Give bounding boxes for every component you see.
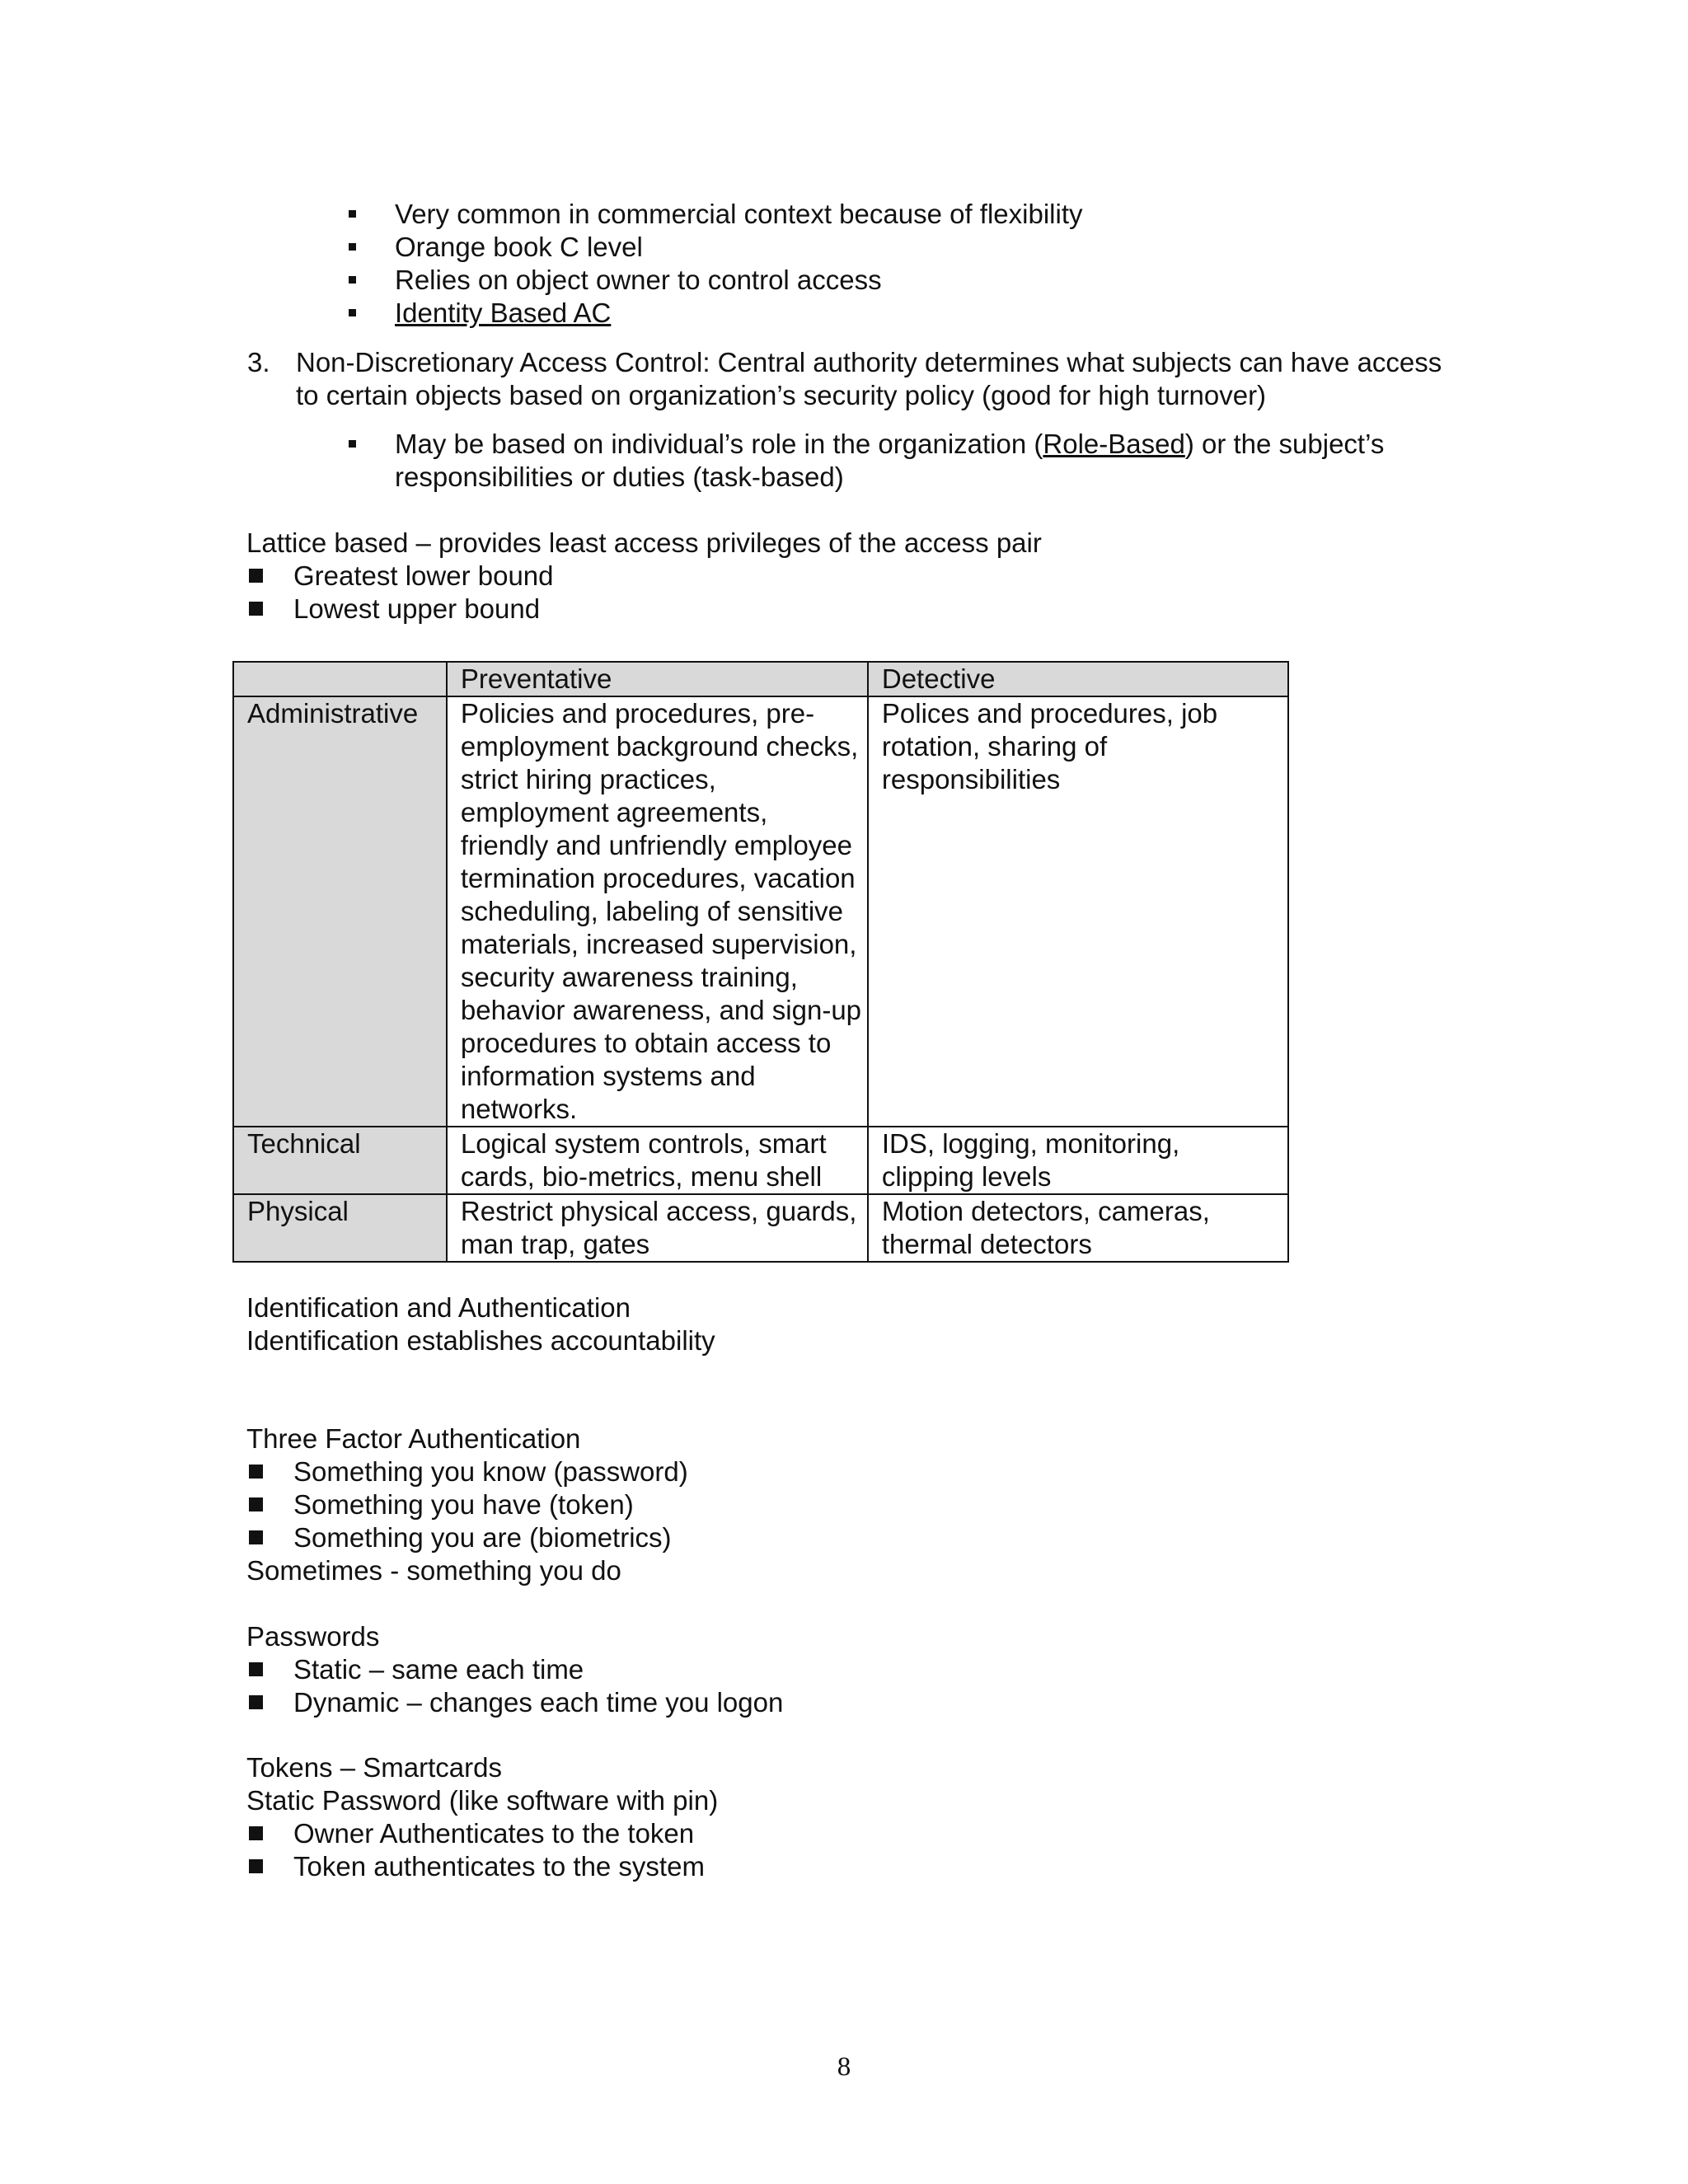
three-factor-item: Something you are (biometrics) <box>293 1522 672 1553</box>
cell-line: materials, increased supervision, <box>460 929 857 959</box>
row-label-cell: Physical <box>233 1194 447 1262</box>
cell-line: Policies and procedures, pre- <box>460 698 815 729</box>
sub-bullet-part2: ) or the subject’s <box>1184 429 1385 459</box>
cell-line: friendly and unfriendly employee <box>460 830 853 860</box>
preventative-cell <box>447 1194 868 1262</box>
item3-line1: Non-Discretionary Access Control: Central authority determines what subjects can have access <box>296 347 1442 377</box>
passwords-item: Static – same each time <box>293 1654 584 1685</box>
identity-based-ac-link: Identity Based AC <box>395 298 612 328</box>
three-factor-item: Something you know (password) <box>293 1456 688 1487</box>
row-label-cell: Technical <box>233 1127 447 1194</box>
bullet-square-icon <box>349 243 356 251</box>
bullet-square-icon <box>249 602 263 616</box>
cell-line: rotation, sharing of <box>881 731 1108 762</box>
cell-line: Polices and procedures, job <box>881 698 1218 729</box>
item3-sub-bullet-line2: responsibilities or duties (task-based) <box>395 462 844 492</box>
bullet-square-icon <box>349 309 356 316</box>
list-number: 3. <box>247 347 270 377</box>
detective-cell <box>868 1127 1288 1194</box>
passwords-item: Dynamic – changes each time you logon <box>293 1687 784 1718</box>
cell-line: behavior awareness, and sign-up <box>460 995 862 1025</box>
table-header-cell: Detective <box>868 662 1288 696</box>
bullet-square-icon <box>249 1530 263 1544</box>
table-header-cell <box>233 662 447 696</box>
table-row <box>233 696 1288 1127</box>
table-header-row <box>233 662 1288 696</box>
item3-sub-bullet <box>395 428 1384 461</box>
cell-line: security awareness training, <box>460 962 798 992</box>
cell-line: IDS, logging, monitoring, <box>881 1128 1180 1159</box>
table-row <box>233 1194 1288 1262</box>
cell-line: clipping levels <box>881 1161 1052 1192</box>
detective-cell <box>868 1194 1288 1262</box>
preventative-cell <box>447 1127 868 1194</box>
page-number: 8 <box>837 2052 851 2082</box>
cell-line: networks. <box>460 1094 578 1124</box>
row-label-cell: Administrative <box>233 696 447 1127</box>
bullet-square-icon <box>249 569 263 583</box>
preventative-cell <box>447 696 868 1127</box>
bullet-square-icon <box>249 1465 263 1479</box>
sub-bullet-text: Very common in commercial context because of flexibility <box>395 199 1083 229</box>
sub-bullet-text: Orange book C level <box>395 232 643 262</box>
bullet-square-icon <box>349 440 356 448</box>
bullet-square-icon <box>249 1497 263 1511</box>
tokens-heading: Tokens – Smartcards <box>246 1752 502 1783</box>
role-based-link: Role-Based <box>1043 429 1185 459</box>
cell-line: termination procedures, vacation <box>460 863 856 893</box>
three-factor-note: Sometimes - something you do <box>246 1555 621 1586</box>
cell-line: Logical system controls, smart <box>460 1128 827 1159</box>
sub-bullet-text: Relies on object owner to control access <box>395 265 882 295</box>
identification-heading: Identification and Authentication <box>246 1292 631 1323</box>
tokens-item: Token authenticates to the system <box>293 1851 705 1882</box>
bullet-square-icon <box>249 1826 263 1840</box>
cell-line: scheduling, labeling of sensitive <box>460 896 844 926</box>
cell-line: Restrict physical access, guards, <box>460 1196 857 1226</box>
tokens-subheading: Static Password (like software with pin) <box>246 1785 719 1816</box>
controls-table <box>232 661 1289 1263</box>
lattice-item: Greatest lower bound <box>293 560 554 591</box>
sub-bullet-part1: May be based on individual’s role in the organization ( <box>395 429 1043 459</box>
cell-line: procedures to obtain access to <box>460 1028 832 1058</box>
identification-text: Identification establishes accountability <box>246 1325 715 1356</box>
bullet-square-icon <box>349 210 356 218</box>
three-factor-item: Something you have (token) <box>293 1489 634 1520</box>
cell-line: man trap, gates <box>460 1229 650 1259</box>
cell-line: cards, bio-metrics, menu shell <box>460 1161 823 1192</box>
three-factor-heading: Three Factor Authentication <box>246 1423 581 1454</box>
cell-line: responsibilities <box>881 764 1061 794</box>
table-header-cell: Preventative <box>447 662 868 696</box>
cell-line: strict hiring practices, <box>460 764 716 794</box>
tokens-item: Owner Authenticates to the token <box>293 1818 695 1849</box>
cell-line: employment agreements, <box>460 797 768 827</box>
bullet-square-icon <box>349 276 356 284</box>
bullet-square-icon <box>249 1662 263 1676</box>
cell-line: thermal detectors <box>881 1229 1092 1259</box>
lattice-heading: Lattice based – provides least access privileges of the access pair <box>246 527 1042 558</box>
item3-line2: to certain objects based on organization’s security policy (good for high turnover) <box>296 380 1267 410</box>
bullet-square-icon <box>249 1859 263 1873</box>
cell-line: information systems and <box>460 1061 756 1091</box>
table-row <box>233 1127 1288 1194</box>
cell-line: Motion detectors, cameras, <box>881 1196 1210 1226</box>
detective-cell <box>868 696 1288 1127</box>
lattice-item: Lowest upper bound <box>293 593 541 624</box>
bullet-square-icon <box>249 1695 263 1709</box>
cell-line: employment background checks, <box>460 731 859 762</box>
passwords-heading: Passwords <box>246 1621 380 1652</box>
